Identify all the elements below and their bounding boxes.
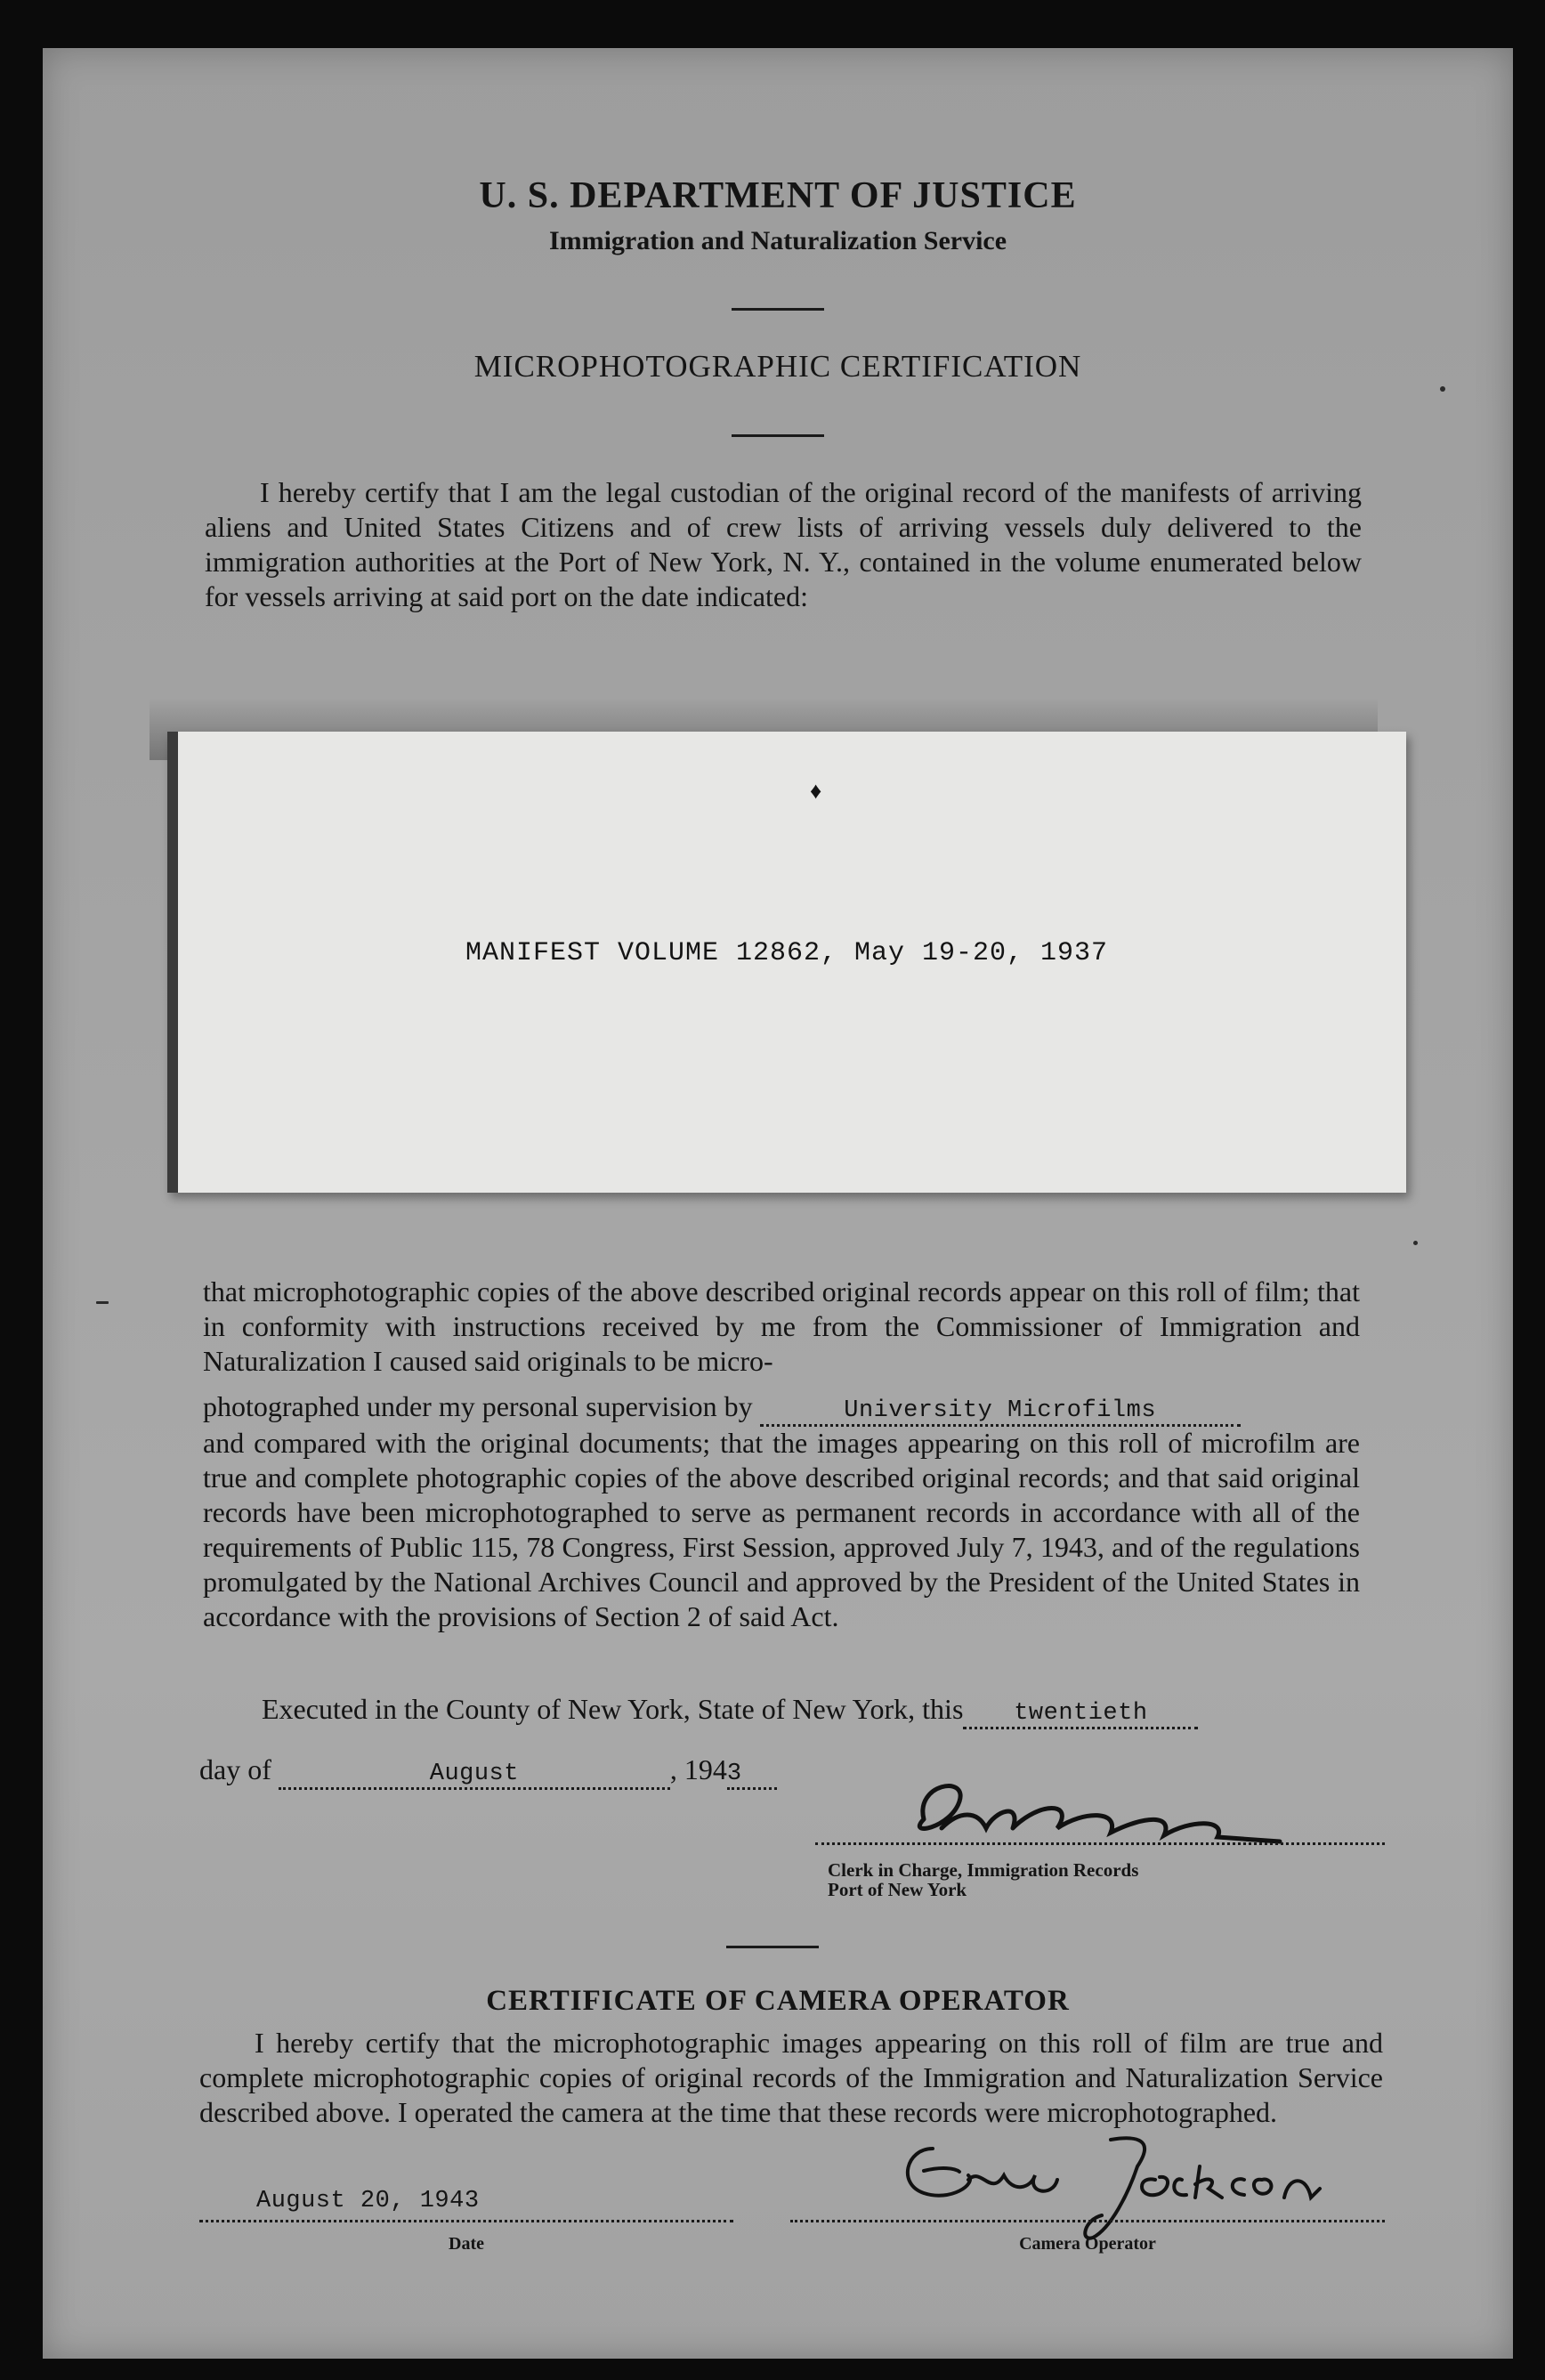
divider-rule [726, 1946, 819, 1948]
certification-intro: I hereby certify that I am the legal custodian of the original record of the manifests of arriving aliens and United States Citizens and of crew lists of arriving vessels duly delivered to the immigration authorities at the Port of New York, N. Y., contained in the volume enumerated below for vessels arriving at said port on the date indicated: [205, 476, 1362, 612]
execution-line [262, 1693, 1198, 1729]
execution-prefix: Executed in the County of New York, State of New York, this [262, 1693, 964, 1725]
company-field: University Microfilms [760, 1397, 1241, 1427]
film-speck [96, 1301, 109, 1304]
manifest-volume: MANIFEST VOLUME 12862, May 19-20, 1937 [465, 938, 1109, 968]
divider-rule [732, 434, 824, 437]
year-prefix: , 194 [669, 1753, 727, 1785]
clerk-signature [888, 1766, 1298, 1855]
service-subtitle: Immigration and Naturalization Service [548, 226, 1007, 255]
clerk-title-line1: Clerk in Charge, Immigration Records [828, 1859, 1139, 1881]
film-speck [1440, 386, 1445, 392]
day-of-line [199, 1753, 777, 1790]
day-of-label: day of [199, 1753, 271, 1785]
clerk-signature-line [815, 1842, 1385, 1845]
date-line [199, 2220, 733, 2222]
bullet-mark: ♦ [810, 778, 822, 804]
department-title: U. S. DEPARTMENT OF JUSTICE [479, 175, 1077, 216]
film-speck [1413, 1241, 1418, 1245]
certificate-page [43, 48, 1513, 2359]
divider-rule [732, 308, 824, 311]
month-field: August [279, 1761, 670, 1790]
execution-day-field: twentieth [963, 1700, 1198, 1729]
clerk-title-line2: Port of New York [828, 1879, 967, 1900]
supervision-line [203, 1390, 1378, 1427]
operator-label: Camera Operator [1019, 2234, 1156, 2254]
operator-signature [870, 2113, 1333, 2246]
camera-certificate-text: I hereby certify that the microphotographic images appearing on this roll of film are true and complete microphotographic copies of original records of the Immigration and Naturalization Service described above. I operated the camera at the time that these records were microphotographed. [199, 2027, 1383, 2128]
date-value: August 20, 1943 [256, 2188, 480, 2214]
camera-certificate-title: CERTIFICATE OF CAMERA OPERATOR [486, 1985, 1070, 2017]
body-text-part1: that microphotographic copies of the above described original records appear on this roll of film; that in conformity with instructions received by me from the Commissioner of Immigration and Naturalization I caused said originals to be micro- [203, 1275, 1360, 1377]
certification-title: MICROPHOTOGRAPHIC CERTIFICATION [473, 349, 1082, 384]
supervision-prefix: photographed under my personal supervision by [203, 1390, 753, 1422]
body-text-part3: and compared with the original documents; that the images appearing on this roll of microfilm are true and complete photographic copies of the above described original records; and that said original records have been microphotographed to serve as permanent records in accordance with all of the requirements of Public 115, 78 Congress, First Session, approved July 7, 1943, and of the regulations promulgated by the National Archives Council and approved by the President of the United States in accordance with the provisions of Section 2 of said Act. [203, 1427, 1360, 1632]
clerk-title [828, 1860, 1138, 1899]
operator-line [790, 2220, 1385, 2222]
date-label: Date [449, 2234, 484, 2254]
year-digit-field: 3 [727, 1761, 777, 1790]
